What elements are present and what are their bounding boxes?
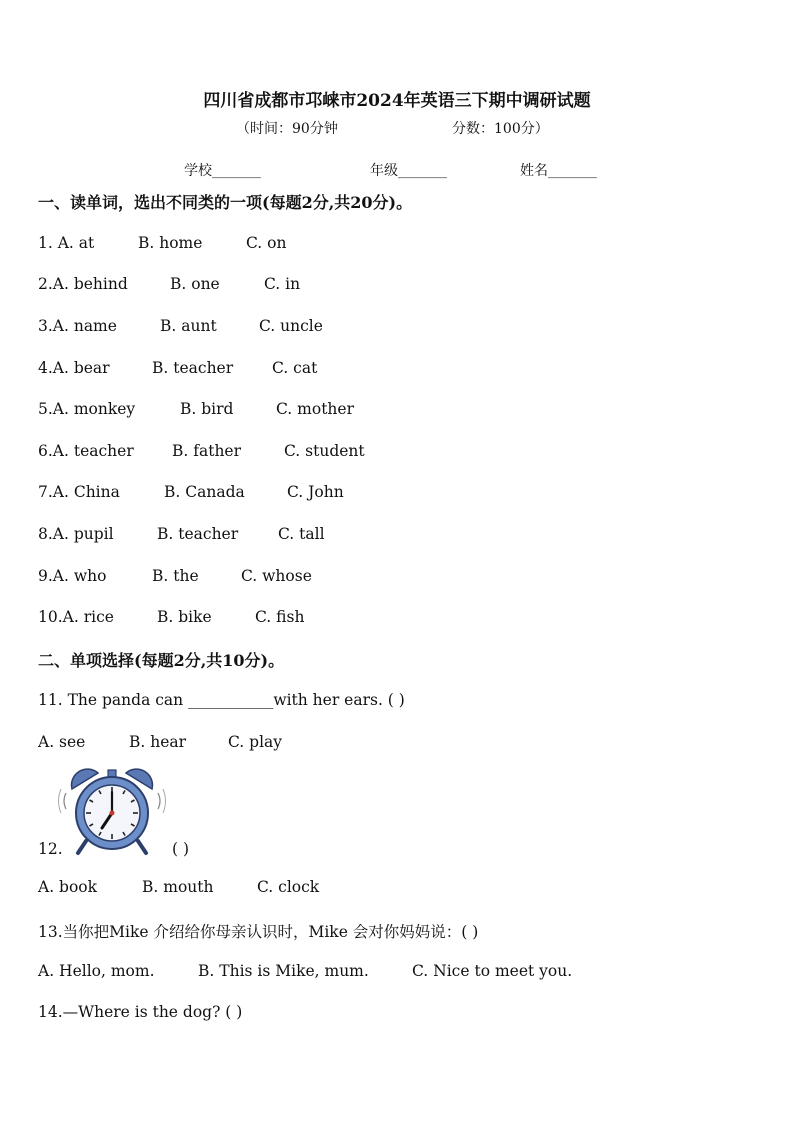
page-title: 四川省成都市邛崃市2024年英语三下期中调研试题 xyxy=(203,91,591,111)
q13-b: B. This is Mike, mum. xyxy=(198,962,369,980)
q1-b: B. home xyxy=(138,234,203,252)
name-field: 姓名_______ xyxy=(520,163,597,179)
q5-a: 5.A. monkey xyxy=(38,400,136,418)
q7-a: 7.A. China xyxy=(38,483,120,501)
q2-c: C. in xyxy=(264,275,301,293)
q13-stem: 13.当你把Mike 介绍给你母亲认识时，Mike 会对你妈妈说：( ) xyxy=(38,923,479,941)
q12-c: C. clock xyxy=(257,878,320,896)
q13-c: C. Nice to meet you. xyxy=(412,962,573,980)
q6-b: B. father xyxy=(172,442,242,460)
q12-a: A. book xyxy=(38,878,98,896)
q1-a: 1. A. at xyxy=(38,234,95,252)
q11-stem: 11. The panda can ___________with her ears. ( ) xyxy=(38,691,405,709)
q6-c: C. student xyxy=(284,442,365,460)
q12-paren: ( ) xyxy=(172,840,190,858)
q1-c: C. on xyxy=(246,234,287,252)
q2-b: B. one xyxy=(170,275,220,293)
q5-b: B. bird xyxy=(180,400,234,418)
q9-a: 9.A. who xyxy=(38,567,107,585)
q2-a: 2.A. behind xyxy=(38,275,128,293)
q10-b: B. bike xyxy=(157,608,212,626)
q11-c: C. play xyxy=(228,733,283,751)
q3-b: B. aunt xyxy=(160,317,217,335)
school-field: 学校_______ xyxy=(184,163,261,179)
exam-time: （时间：90分钟 xyxy=(236,121,338,137)
q12-num: 12. xyxy=(38,840,63,858)
q5-c: C. mother xyxy=(276,400,354,418)
q14-stem: 14.—Where is the dog? ( ) xyxy=(38,1003,243,1021)
q3-a: 3.A. name xyxy=(38,317,117,335)
q4-c: C. cat xyxy=(272,359,318,377)
grade-field: 年级_______ xyxy=(370,163,447,179)
q8-c: C. tall xyxy=(278,525,325,543)
q8-a: 8.A. pupil xyxy=(38,525,114,543)
q4-a: 4.A. bear xyxy=(38,359,110,377)
q10-c: C. fish xyxy=(255,608,305,626)
q4-b: B. teacher xyxy=(152,359,234,377)
alarm-clock-icon xyxy=(58,767,166,857)
q13-a: A. Hello, mom. xyxy=(38,962,155,980)
section1-heading: 一、读单词，选出不同类的一项(每题2分,共20分)。 xyxy=(38,193,413,212)
q9-b: B. the xyxy=(152,567,199,585)
q9-c: C. whose xyxy=(241,567,312,585)
q6-a: 6.A. teacher xyxy=(38,442,134,460)
section2-heading: 二、单项选择(每题2分,共10分)。 xyxy=(38,651,285,670)
q10-a: 10.A. rice xyxy=(38,608,114,626)
q11-a: A. see xyxy=(38,733,86,751)
q8-b: B. teacher xyxy=(157,525,239,543)
q11-b: B. hear xyxy=(129,733,187,751)
q7-c: C. John xyxy=(287,483,344,501)
q12-b: B. mouth xyxy=(142,878,214,896)
q7-b: B. Canada xyxy=(164,483,245,501)
exam-score: 分数：100分） xyxy=(452,121,549,137)
q3-c: C. uncle xyxy=(259,317,323,335)
